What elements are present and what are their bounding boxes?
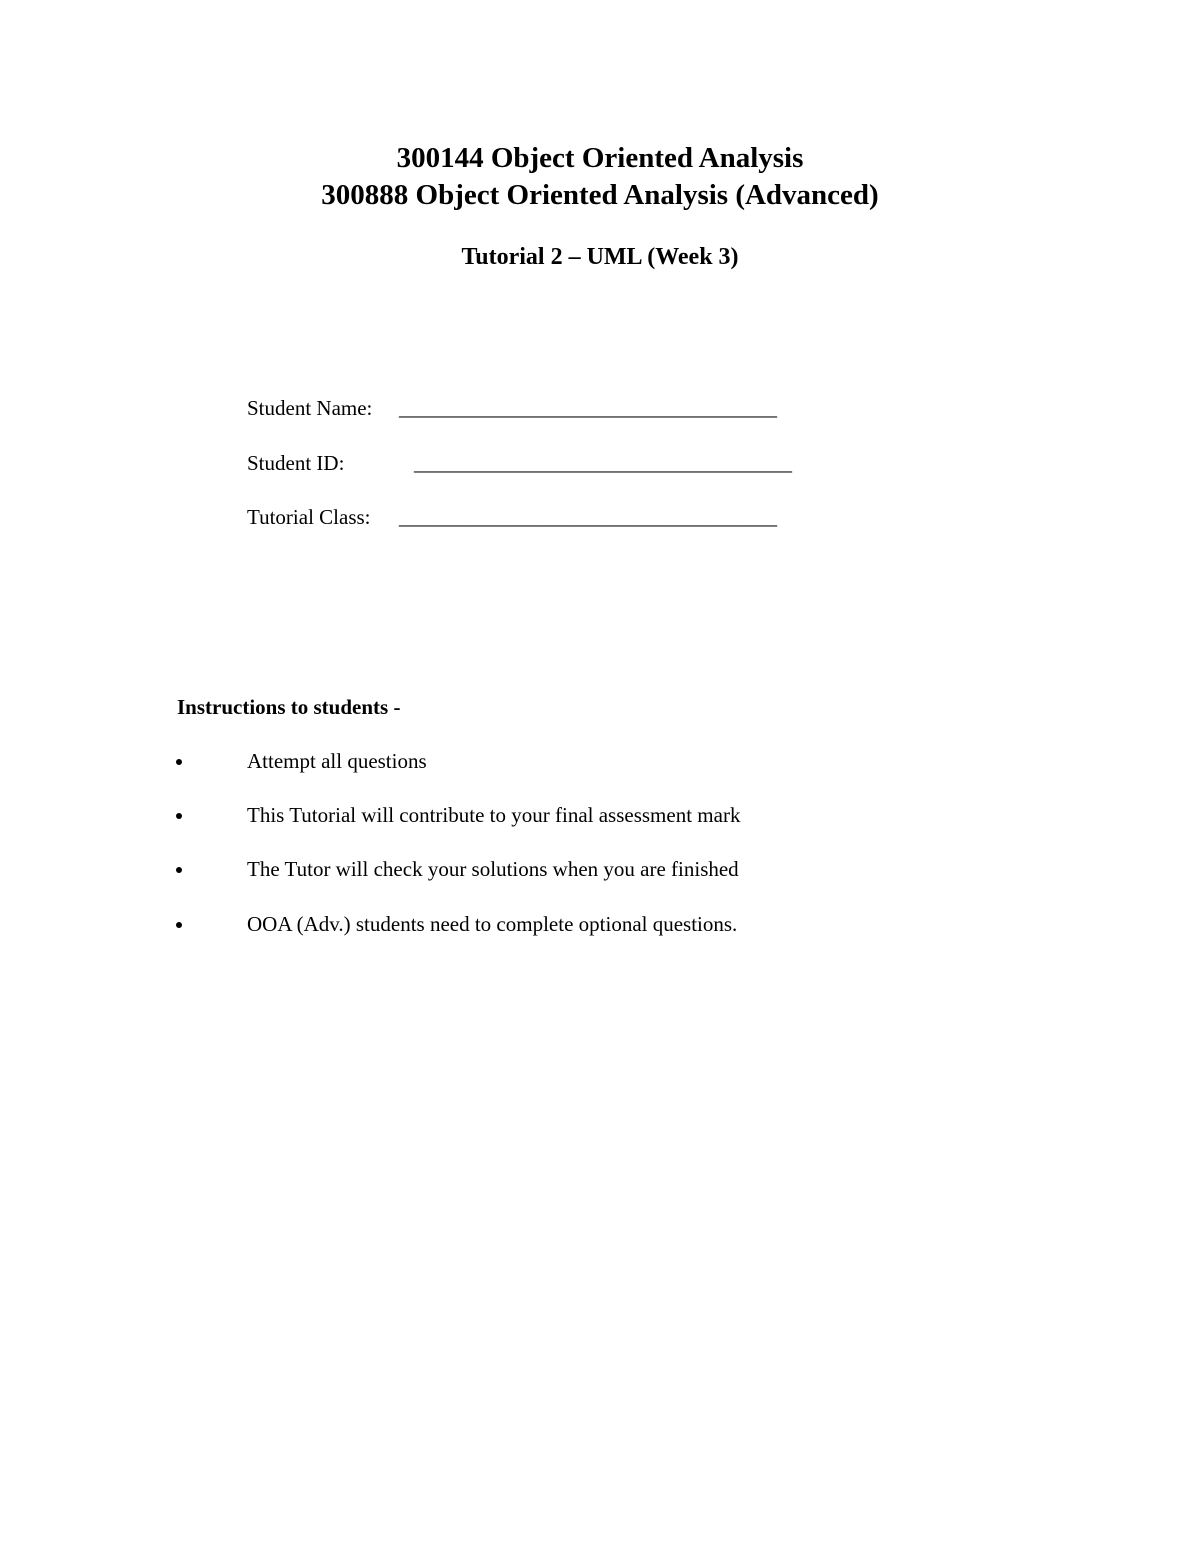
course-title-block (0, 140, 1200, 214)
bullet-icon (176, 813, 182, 819)
tutorial-title: Tutorial 2 – UML (Week 3) (461, 244, 739, 270)
bullet-icon (176, 867, 182, 873)
instructions-heading: Instructions to students - (177, 695, 401, 719)
tutorial-class-blank-line: ____________________________________ (399, 505, 777, 529)
instruction-text: OOA (Adv.) students need to complete optional questions. (247, 912, 738, 936)
instruction-text: The Tutor will check your solutions when you are finished (247, 857, 739, 881)
bullet-icon (176, 759, 182, 765)
tutorial-class-label: Tutorial Class: (247, 505, 371, 529)
student-id-label: Student ID: (247, 451, 345, 475)
instruction-text: Attempt all questions (247, 749, 427, 773)
instruction-text: This Tutorial will contribute to your final assessment mark (247, 803, 741, 827)
student-name-blank-line: ____________________________________ (399, 396, 777, 420)
student-id-blank-line: ____________________________________ (414, 451, 792, 475)
course-title-line-1: 300144 Object Oriented Analysis (396, 142, 804, 174)
bullet-icon (176, 922, 182, 928)
course-title-line-2: 300888 Object Oriented Analysis (Advanced) (321, 179, 879, 211)
student-name-label: Student Name: (247, 396, 373, 420)
